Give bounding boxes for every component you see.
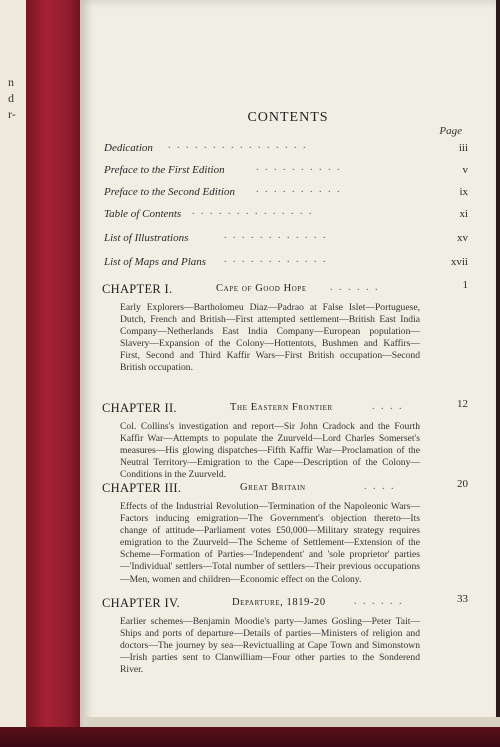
chapter-label: CHAPTER IV.: [102, 596, 181, 610]
toc-row-title: List of Maps and Plans: [104, 256, 207, 268]
toc-row-list-of-illustrations[interactable]: [104, 232, 468, 248]
chapter-entry-4[interactable]: [102, 593, 468, 676]
chapter-entry-2[interactable]: [102, 398, 468, 481]
toc-row-title: Dedication: [104, 142, 153, 154]
leader-dots: . . . . . . . . . . . . . . . .: [168, 140, 308, 151]
toc-row-title: Preface to the First Edition: [104, 164, 225, 176]
toc-row-dedication[interactable]: [104, 142, 468, 158]
chapter-summary: Effects of the Industrial Revolution—Termination of the Napoleonic Wars—Factors inducing emigration—The Government's objection thereto—Its change of attitude—Parliament votes £50,000—Military strategy requires emigration to the Zuurveld—The Scheme of Settlement—Extension of the Scheme—Formation of Parties—'Independent' and 'sole proprietor' parties—'Individual' settlers—Total number of settlers—Their previous occupations—Men, women and children—Economic effect on the Colony.: [120, 501, 420, 585]
leader-dots: . . . . . .: [354, 596, 404, 607]
facing-page-edge: [0, 0, 26, 747]
chapter-page: 12: [457, 398, 468, 410]
leader-dots: . . . .: [364, 481, 396, 492]
toc-row-title: Preface to the Second Edition: [104, 186, 235, 198]
page-bottom-edge: [86, 717, 500, 727]
cover-bottom-edge: [0, 727, 500, 747]
chapter-page: 1: [462, 279, 468, 291]
chapter-summary: Col. Collins's investigation and report—Sir John Cradock and the Fourth Kaffir War—Attempts to populate the Zuurveld—Lord Charles Somerset's measures—His glowing dispatches—Fifth Kaffir War—Proclamation of the Neutral Territory—Emigration to the Cape—Description of the Colony—Conditions in the Zuurveld.: [120, 421, 420, 481]
toc-row-table-of-contents[interactable]: [104, 208, 468, 224]
chapter-title: The Eastern Frontier: [230, 402, 333, 413]
page-title: CONTENTS: [247, 110, 329, 125]
chapter-page: 20: [457, 478, 468, 490]
toc-row-title: Table of Contents: [104, 208, 182, 220]
book-spine: [26, 0, 86, 747]
chapter-title: Cape of Good Hope: [216, 283, 307, 294]
margin-fragment: r-: [8, 107, 16, 121]
chapter-page: 33: [457, 593, 468, 605]
toc-row-preface-second[interactable]: [104, 186, 468, 202]
leader-dots: . . . . . . . . . . . .: [224, 254, 328, 265]
chapter-label: CHAPTER I.: [102, 282, 173, 296]
toc-row-list-of-maps[interactable]: [104, 256, 468, 272]
toc-row-page: xi: [459, 208, 468, 220]
chapter-title: Departure, 1819-20: [232, 597, 326, 608]
toc-row-page: xv: [457, 232, 468, 244]
chapter-label: CHAPTER III.: [102, 481, 182, 495]
leader-dots: . . . . . . . . . .: [256, 184, 342, 195]
toc-row-preface-first[interactable]: [104, 164, 468, 180]
leader-dots: . . . . . . . . . .: [256, 162, 342, 173]
chapter-summary: Early Explorers—Bartholomeu Diaz—Padrao at False Islet—Portuguese, Dutch, French and British—First attempted settlement—British East India Company—Netherlands East India Company—European population—Slavery—Expansion of the Colony—Hottentots, Bushmen and Kaffirs—First, Second and Third Kaffir Wars—First British occupation—Second British occupation.: [120, 302, 420, 374]
chapter-label: CHAPTER II.: [102, 401, 177, 415]
chapter-summary: Earlier schemes—Benjamin Moodie's party—James Gosling—Peter Tait—Ships and ports of departure—Details of parties—Ministers of religion and doctors—The journey by sea—Revictualling at Cape Town and Simonstown—Irish parties sent to Clanwilliam—Four other parties to the Sonderend River.: [120, 616, 420, 676]
contents-page: [80, 0, 496, 747]
chapter-title: Great Britain: [240, 482, 306, 493]
toc-row-page: xvii: [450, 256, 468, 268]
leader-dots: . . . . . . . . . . . .: [224, 230, 328, 241]
leader-dots: . . . . . . . . . . . . . .: [192, 206, 314, 217]
page-column-label: Page: [439, 125, 462, 137]
chapter-entry-3[interactable]: [102, 478, 468, 586]
leader-dots: . . . . . .: [330, 282, 380, 293]
margin-fragment: d: [8, 91, 14, 105]
leader-dots: . . . .: [372, 401, 404, 412]
margin-fragment: n: [8, 75, 14, 89]
chapter-entry-1[interactable]: [102, 279, 468, 375]
toc-row-title: List of Illustrations: [104, 232, 189, 244]
toc-row-page: ix: [459, 186, 468, 198]
toc-row-page: iii: [458, 142, 468, 154]
toc-row-page: v: [462, 164, 468, 176]
